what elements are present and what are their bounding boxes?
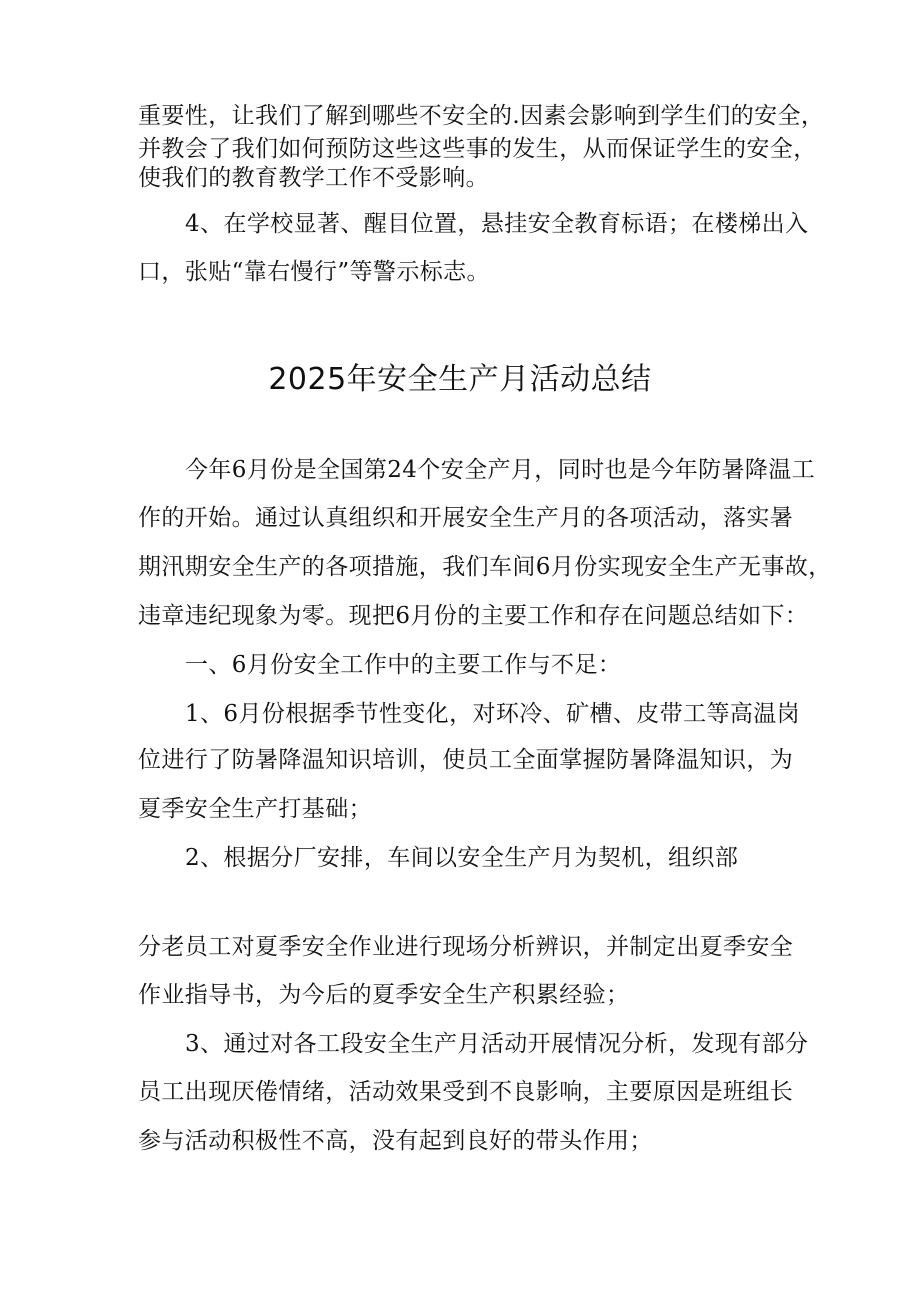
paragraph-line: 并教会了我们如何预防这些这些事的发生，从而保证学生的安全， — [138, 136, 817, 162]
paragraph-line: 口，张贴“靠右慢行”等警示标志。 — [138, 259, 490, 285]
paragraph-line: 3、通过对各工段安全生产月活动开展情况分析，发现有部分 — [185, 1031, 809, 1057]
paragraph-line: 作的开始。通过认真组织和开展安全生产月的各项活动，落实暑 — [138, 505, 794, 531]
section-heading: 一、6月份安全工作中的主要工作与不足： — [185, 652, 622, 678]
paragraph-line: 夏季安全生产打基础； — [138, 796, 372, 822]
paragraph-line: 位进行了防暑降温知识培训，使员工全面掌握防暑降温知识，为 — [138, 747, 794, 773]
paragraph-line: 重要性，让我们了解到哪些不安全的.因素会影响到学生们的安全， — [138, 103, 825, 129]
paragraph-line: 使我们的教育教学工作不受影响。 — [138, 165, 489, 191]
paragraph-line: 分老员工对夏季安全作业进行现场分析辨识，并制定出夏季安全 — [138, 934, 794, 960]
page-title: 2025年安全生产月活动总结 — [268, 362, 652, 397]
paragraph-line: 违章违纪现象为零。现把6月份的主要工作和存在问题总结如下： — [138, 603, 809, 629]
paragraph-line: 1、6月份根据季节性变化，对环冷、矿槽、皮带工等高温岗 — [185, 701, 801, 727]
paragraph-line: 2、根据分厂安排，车间以安全生产月为契机，组织部 — [185, 845, 739, 871]
paragraph-line: 作业指导书，为今后的夏季安全生产积累经验； — [138, 982, 630, 1008]
paragraph-line: 员工出现厌倦情绪，活动效果受到不良影响，主要原因是班组长 — [138, 1079, 794, 1105]
paragraph-line: 今年6月份是全国第24个安全产月，同时也是今年防暑降温工 — [185, 457, 816, 483]
paragraph-line: 4、在学校显著、醒目位置，悬挂安全教育标语；在楼梯出入 — [185, 211, 809, 237]
paragraph-line: 期汛期安全生产的各项措施，我们车间6月份实现安全生产无事故， — [138, 554, 832, 580]
paragraph-line: 参与活动积极性不高，没有起到良好的带头作用； — [138, 1128, 653, 1154]
